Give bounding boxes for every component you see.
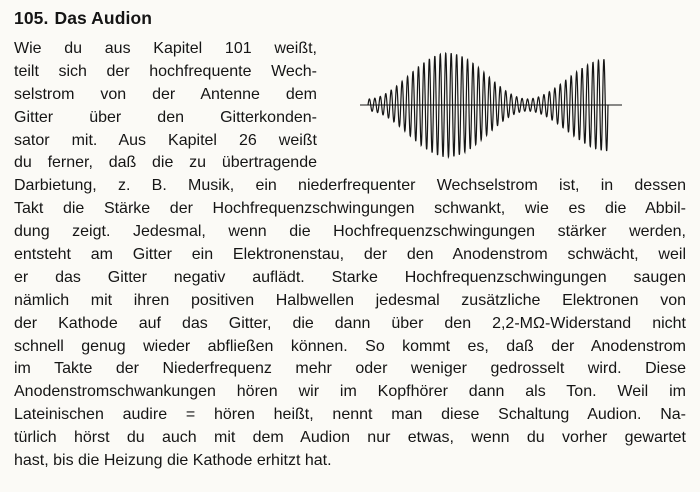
paragraph-line: entsteht am Gitter ein Elektronenstau, der den Anodenstrom schwächt, weil [14,246,686,264]
paragraph-line: Takt die Stärke der Hochfrequenzschwingungen schwankt, wie es die Abbil- [14,200,686,218]
paragraph-line: schnell genug wieder abfließen können. So kommt es, daß der Anodenstrom [14,337,686,355]
paragraph-line: türlich hörst du auch mit dem Audion nur etwas, wenn du vorher gewartet [14,429,686,447]
section-number: 105. [14,8,49,28]
paragraph-line: selstrom von der Antenne dem [14,85,317,103]
paragraph-line: im Takte der Niederfrequenz mehr oder weniger gedrosselt wird. Diese [14,360,686,378]
paragraph-line: er das Gitter negativ auflädt. Starke Hochfrequenzschwingungen saugen [14,268,686,286]
paragraph-line: Anodenstromschwankungen hören wir im Kopfhörer dann als Ton. Weil im [14,383,686,401]
paragraph-line: nämlich mit ihren positiven Halbwellen jedesmal zusätzliche Elektronen von [14,291,686,309]
paragraph-line: Wie du aus Kapitel 101 weißt, [14,40,317,57]
paragraph-line: hast, bis die Heizung die Kathode erhitzt hat. [14,452,332,470]
paragraph-line: sator mit. Aus Kapitel 26 weißt [14,131,317,149]
paragraph-line: Lateinischen audire = hören heißt, nennt man diese Schaltung Audion. Na- [14,406,686,424]
paragraph-line: dung zeigt. Jedesmal, wenn die Hochfrequenzschwingungen stärker werden, [14,223,686,241]
section-paragraph [14,38,686,473]
section-heading [14,8,152,29]
paragraph-line: der Kathode auf das Gitter, die dann über den 2,2-MΩ-Widerstand nicht [14,314,686,332]
paragraph-line: teilt sich der hochfrequente Wech- [14,62,317,80]
paragraph-line: Darbietung, z. B. Musik, ein niederfrequenter Wechselstrom ist, in dessen [14,177,686,195]
section-title: Das Audion [54,8,153,28]
paragraph-line: Gitter über den Gitterkonden- [14,108,317,126]
paragraph-line: du ferner, daß die zu übertragende [14,154,317,172]
